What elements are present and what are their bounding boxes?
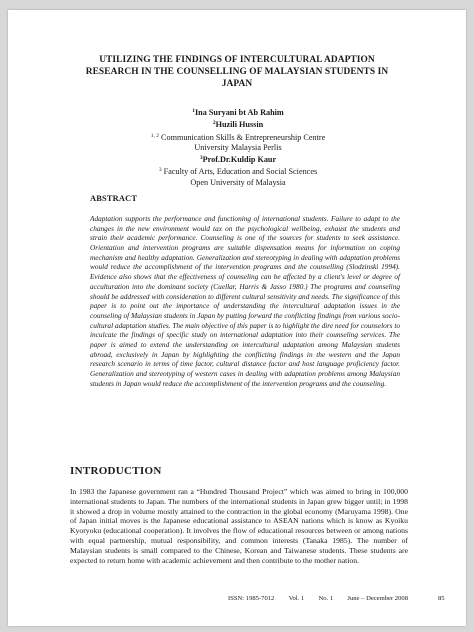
author-3-marker: 3 — [199, 155, 203, 162]
page-footer — [228, 595, 445, 602]
abstract-body: Adaptation supports the performance and functioning of international students. Failure to adapt to the changes in the new environment would tax on the psychological wellbeing, exhaust the students and strain their academic performance. Counseling is one of the sources for students to seek assistance. Orientation and intervention programs are suitable dispensation means for information on coping mechanism and healthy adaptation. Generalization and stereotyping in dealing with adaptation problems would reduce the accomplishment of the intervention programs and the counselling (Slodzinski 1994). Evidence also shows that the effectiveness of counseling can be affected by a client's level or degree of acculturation into the dominant society (Cuellar, Harris & Jasso 1980.) The programs and counseling should be addressed with consideration to different cultural sensitivity and needs. The significance of this paper is to point out the importance of understanding the intercultural adaptation issues in the counseling of Malaysian students in Japan by putting forward the conflicting findings from various socio-cultural adaptation studies. The main objective of this paper is to highlight the dire need for counselors to inculcate the findings of specific study on international adaptation into their counseling services. The paper is aimed to extend the understanding on intercultural adaptation among Malaysian students abroad, exclusively in Japan by highlighting the conflicting findings in the western and the Japan research scenario in terms of time factor, cultural distance factor and host language proficiency factor. Generalization and stereotyping of western cases in dealing with adaptation problems among Malaysian students in Japan would reduce the accomplishment of the intervention programs and the counseling. — [90, 214, 400, 388]
introduction-body: In 1983 the Japanese government ran a “Hundred Thousand Project” which was aimed to bring in 100,000 international students to Japan. The numbers of the international students in Japan grew bigger until; in 1998 it showed a drop in volume mostly attained to the contraction in the global economy (Maruyama 1998). One of Japan initial moves is the Japanese educational assistance to ASEAN nations which is know as Kyoiku Kyoryoku (educational cooperation). It involves the flow of educational resources between or among nations with equal partnership, mutual responsibility, and common interests (Tanaka 1985). The number of Malaysian students is small compared to the Chinese, Korean and Taiwanese students. These students are expected to return home with academic achievement and then contribute to the mother nation. — [70, 487, 408, 565]
affiliation-1-marker: 1, 2 — [150, 132, 159, 139]
author-1-name: Ina Suryani bt Ab Rahim — [195, 108, 284, 117]
affiliation-1-line-1: Communication Skills & Entrepreneurship Centre — [161, 132, 326, 142]
affiliation-3-line-1: Faculty of Arts, Education and Social Sciences — [163, 167, 318, 177]
author-2-name: Huzili Hussin — [215, 120, 264, 130]
author-2 — [108, 118, 368, 130]
paper-page — [8, 10, 466, 626]
footer-issn: ISSN: 1985-7012 — [228, 595, 275, 602]
affiliation-3-marker: 3 — [158, 167, 162, 174]
author-1-marker: 1 — [192, 108, 195, 114]
footer-number: No. 1 — [318, 595, 334, 602]
abstract-heading: ABSTRACT — [90, 194, 138, 203]
affiliation-1-line-2: University Malaysia Perlis — [194, 142, 282, 152]
introduction-heading: INTRODUCTION — [70, 465, 162, 477]
author-1 — [108, 106, 368, 118]
footer-date: June – December 2008 — [347, 595, 408, 602]
paper-title: UTILIZING THE FINDINGS OF INTERCULTURAL ADAPTION RESEARCH IN THE COUNSELLING OF MALAYSIAN STUDENTS IN JAPAN — [85, 55, 389, 89]
footer-volume: Vol. 1 — [288, 595, 305, 602]
author-2-marker: 2 — [212, 120, 216, 127]
author-3-name: Prof.Dr.Kuldip Kaur — [202, 155, 277, 165]
page-number: 85 — [438, 595, 445, 602]
author-block — [108, 106, 368, 188]
affiliation-3-line-2: Open University of Malaysia — [190, 177, 286, 187]
author-3 — [108, 153, 368, 165]
affiliation-3 — [108, 165, 368, 177]
affiliation-1 — [108, 131, 368, 143]
